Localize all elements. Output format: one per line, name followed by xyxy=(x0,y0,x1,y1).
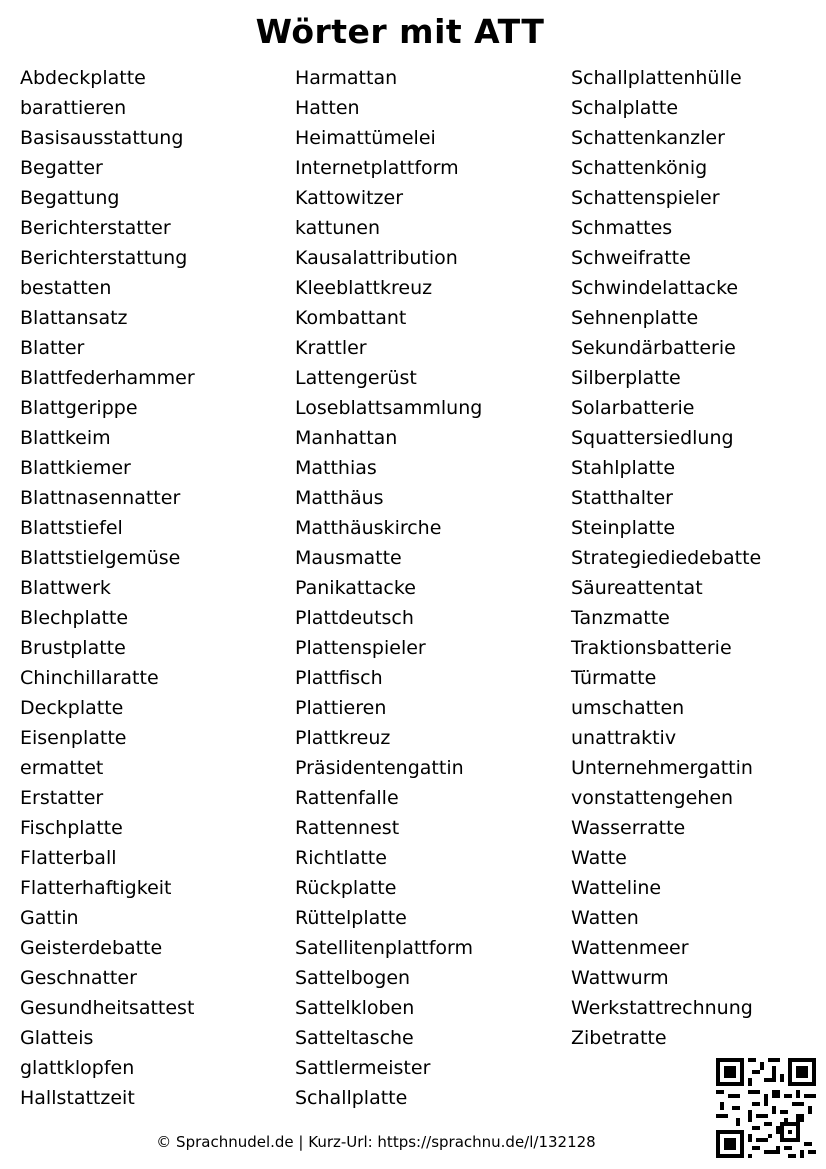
word-list-item: Blattwerk xyxy=(20,577,111,599)
word-list-item: Präsidentengattin xyxy=(295,757,464,779)
word-list-item: Satellitenplattform xyxy=(295,937,474,959)
word-list-item: Strategiediedebatte xyxy=(571,547,762,569)
word-list-item: Abdeckplatte xyxy=(20,67,146,89)
word-list-item: Matthias xyxy=(295,457,377,479)
word-list-item: Türmatte xyxy=(571,667,657,689)
word-list-item: Schwindelattacke xyxy=(571,277,739,299)
word-list-item: Satteltasche xyxy=(295,1027,414,1049)
word-list-item: Tanzmatte xyxy=(571,607,670,629)
word-list-item: Sattelkloben xyxy=(295,997,415,1019)
word-list-item: Schallplattenhülle xyxy=(571,67,742,89)
word-list-item: Blattstielgemüse xyxy=(20,547,181,569)
word-list-item: Plattenspieler xyxy=(295,637,426,659)
word-list-item: Säureattentat xyxy=(571,577,703,599)
word-list-item: Geisterdebatte xyxy=(20,937,163,959)
footer-url: © Sprachnudel.de | Kurz-Url: https://sprachnu.de/l/132128 xyxy=(156,1133,596,1151)
word-list-item: Berichterstattung xyxy=(20,247,188,269)
word-list-item: Unternehmergattin xyxy=(571,757,753,779)
word-list-item: Berichterstatter xyxy=(20,217,171,239)
word-list-item: bestatten xyxy=(20,277,112,299)
word-list-item: Schattenkönig xyxy=(571,157,708,179)
word-column-2 xyxy=(295,63,565,1113)
word-list-item: Blattansatz xyxy=(20,307,128,329)
word-list-item: Schweifratte xyxy=(571,247,691,269)
word-list-item: vonstattengehen xyxy=(571,787,734,809)
word-list-item: Begatter xyxy=(20,157,103,179)
word-list-item: Watte xyxy=(571,847,627,869)
word-list-item: Lattengerüst xyxy=(295,367,417,389)
word-column-3 xyxy=(571,63,826,1053)
word-list-item: Erstatter xyxy=(20,787,104,809)
word-list-item: Watteline xyxy=(571,877,662,899)
word-list-item: Sattlermeister xyxy=(295,1057,431,1079)
word-list-item: Krattler xyxy=(295,337,367,359)
word-list-item: Matthäuskirche xyxy=(295,517,442,539)
word-list-item: Kattowitzer xyxy=(295,187,404,209)
word-list-item: Richtlatte xyxy=(295,847,387,869)
word-list-item: Squattersiedlung xyxy=(571,427,734,449)
word-list-item: Fischplatte xyxy=(20,817,123,839)
word-list-item: Solarbatterie xyxy=(571,397,695,419)
word-list-item: Blattstiefel xyxy=(20,517,123,539)
word-list-item: Blechplatte xyxy=(20,607,129,629)
word-list-item: Statthalter xyxy=(571,487,673,509)
word-list-item: Sekundärbatterie xyxy=(571,337,736,359)
qr-code-icon xyxy=(716,1058,816,1158)
word-list-item: Rückplatte xyxy=(295,877,397,899)
word-list-item: Rattennest xyxy=(295,817,400,839)
word-list-item: umschatten xyxy=(571,697,685,719)
word-list-item: Deckplatte xyxy=(20,697,124,719)
word-list-item: Blattkeim xyxy=(20,427,111,449)
word-list-item: Geschnatter xyxy=(20,967,137,989)
word-list-item: Loseblattsammlung xyxy=(295,397,483,419)
word-list-item: Sattelbogen xyxy=(295,967,411,989)
word-list-item: ermattet xyxy=(20,757,104,779)
word-list-item: Blattfederhammer xyxy=(20,367,195,389)
word-list-item: Werkstattrechnung xyxy=(571,997,753,1019)
word-list-item: Blattnasennatter xyxy=(20,487,181,509)
word-list-item: glattklopfen xyxy=(20,1057,135,1079)
word-list-item: Eisenplatte xyxy=(20,727,127,749)
word-list-item: Kleeblattkreuz xyxy=(295,277,433,299)
word-list-item: Internetplattform xyxy=(295,157,459,179)
word-list-item: Kombattant xyxy=(295,307,407,329)
word-list-item: Plattkreuz xyxy=(295,727,391,749)
word-list-item: unattraktiv xyxy=(571,727,677,749)
word-list-item: Sehnenplatte xyxy=(571,307,699,329)
word-list-item: Mausmatte xyxy=(295,547,402,569)
word-list-item: Begattung xyxy=(20,187,120,209)
word-list-item: Zibetratte xyxy=(571,1027,667,1049)
word-list-item: Schallplatte xyxy=(295,1087,408,1109)
word-list-item: Plattfisch xyxy=(295,667,383,689)
word-list-item: Blatter xyxy=(20,337,85,359)
word-list-item: Wasserratte xyxy=(571,817,686,839)
word-list-item: Gesundheitsattest xyxy=(20,997,195,1019)
word-list-item: Watten xyxy=(571,907,639,929)
word-list-item: Traktionsbatterie xyxy=(571,637,732,659)
word-list-item: kattunen xyxy=(295,217,381,239)
word-list-item: Flatterhaftigkeit xyxy=(20,877,172,899)
word-list-item: Flatterball xyxy=(20,847,117,869)
word-list-item: Wattenmeer xyxy=(571,937,689,959)
word-list-item: Kausalattribution xyxy=(295,247,458,269)
word-list-item: Heimattümelei xyxy=(295,127,436,149)
word-list-item: Rüttelplatte xyxy=(295,907,407,929)
page-title: Wörter mit ATT xyxy=(255,12,545,51)
word-list-item: Hallstattzeit xyxy=(20,1087,135,1109)
word-list-item: Brustplatte xyxy=(20,637,126,659)
word-list-item: Matthäus xyxy=(295,487,384,509)
word-list-item: Gattin xyxy=(20,907,79,929)
word-list-item: Steinplatte xyxy=(571,517,676,539)
word-list-item: Blattkiemer xyxy=(20,457,131,479)
word-list-item: Stahlplatte xyxy=(571,457,676,479)
word-list-item: Plattieren xyxy=(295,697,387,719)
word-list-item: Harmattan xyxy=(295,67,398,89)
word-list-item: Schattenspieler xyxy=(571,187,720,209)
word-list-item: Panikattacke xyxy=(295,577,416,599)
word-list-item: Manhattan xyxy=(295,427,398,449)
word-list-item: barattieren xyxy=(20,97,127,119)
word-column-1 xyxy=(20,63,290,1113)
word-list-item: Rattenfalle xyxy=(295,787,399,809)
word-list-item: Glatteis xyxy=(20,1027,94,1049)
word-list-item: Chinchillaratte xyxy=(20,667,159,689)
word-list-item: Schalplatte xyxy=(571,97,679,119)
word-list-item: Hatten xyxy=(295,97,360,119)
word-list-item: Schattenkanzler xyxy=(571,127,725,149)
word-list-item: Schmattes xyxy=(571,217,673,239)
word-list-item: Silberplatte xyxy=(571,367,681,389)
word-list-item: Wattwurm xyxy=(571,967,669,989)
word-list-item: Plattdeutsch xyxy=(295,607,414,629)
word-list-item: Blattgerippe xyxy=(20,397,138,419)
word-list-item: Basisausstattung xyxy=(20,127,184,149)
